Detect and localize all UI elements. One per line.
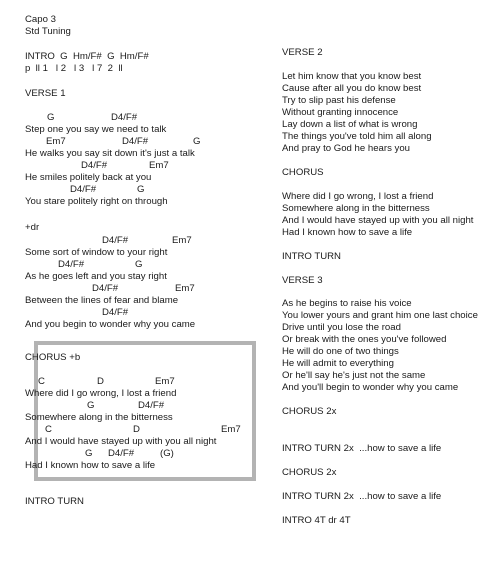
lyric-line: Between the lines of fear and blame — [25, 295, 179, 306]
chord: G — [193, 136, 201, 147]
chord: G — [87, 400, 95, 411]
chorus-2x-label-2: CHORUS 2x — [282, 467, 337, 478]
chord: D4/F# — [102, 235, 129, 246]
lyric-line: And pray to God he hears you — [282, 143, 410, 154]
lyric-line: He will admit to everything — [282, 358, 394, 369]
lyric-line: Had I known how to save a life — [25, 460, 156, 471]
lyric-line: Where did I go wrong, I lost a friend — [25, 388, 177, 399]
intro-turn-2x-label: INTRO TURN 2x ...how to save a life — [282, 443, 442, 454]
chord: Em7 — [172, 235, 192, 246]
chord: G — [137, 184, 145, 195]
chorus-2x-label: CHORUS 2x — [282, 406, 337, 417]
intro-turn-2x-label-2: INTRO TURN 2x ...how to save a life — [282, 491, 442, 502]
lyric-line: Let him know that you know best — [282, 71, 422, 82]
tuning-text: Std Tuning — [25, 26, 71, 37]
lyric-line: Some sort of window to your right — [25, 247, 168, 258]
chord: D4/F# — [108, 448, 135, 459]
chord-line — [25, 184, 240, 196]
chorus-label: CHORUS — [282, 167, 324, 178]
chord: Em7 — [46, 136, 66, 147]
lyric-line: Had I known how to save a life — [282, 227, 413, 238]
chord: C — [38, 376, 45, 387]
lyric-line: And you begin to wonder why you came — [25, 319, 196, 330]
dr-title: +dr — [25, 222, 40, 233]
chord: D4/F# — [122, 136, 149, 147]
chord-line — [25, 112, 240, 124]
chord: (G) — [160, 448, 174, 459]
intro-turn-label: INTRO TURN — [282, 251, 341, 262]
chord: D4/F# — [58, 259, 85, 270]
chord: G — [135, 259, 143, 270]
lyric-line: Try to slip past his defense — [282, 95, 396, 106]
chord: D — [97, 376, 104, 387]
lyric-line: The things you've told him all along — [282, 131, 432, 142]
chord-line — [25, 160, 240, 172]
chorus-title: CHORUS +b — [25, 352, 81, 363]
chord: Em7 — [149, 160, 169, 171]
lyric-line: He smiles politely back at you — [25, 172, 152, 183]
verse1-title: VERSE 1 — [25, 88, 66, 99]
lyric-line: You stare politely right on through — [25, 196, 168, 207]
lyric-line: He walks you say sit down it's just a talk — [25, 148, 195, 159]
chord-line — [25, 235, 240, 247]
chord-line — [25, 376, 240, 388]
chord-line — [25, 400, 240, 412]
lyric-line: Step one you say we need to talk — [25, 124, 167, 135]
intro-title: INTRO G Hm/F# G Hm/F# — [25, 51, 149, 62]
chord: G — [47, 112, 55, 123]
chord: Em7 — [221, 424, 241, 435]
capo-text: Capo 3 — [25, 14, 56, 25]
intro-4t-label: INTRO 4T dr 4T — [282, 515, 351, 526]
lyric-line: You lower yours and grant him one last choice — [282, 310, 478, 321]
chord-line — [25, 424, 240, 436]
chord: Em7 — [175, 283, 195, 294]
chord: D4/F# — [111, 112, 138, 123]
chord-line — [25, 259, 240, 271]
lyric-line: Somewhere along in the bitterness — [282, 203, 430, 214]
lyric-line: Somewhere along in the bitterness — [25, 412, 173, 423]
lyric-line: He will do one of two things — [282, 346, 399, 357]
lyric-line: Where did I go wrong, I lost a friend — [282, 191, 434, 202]
intro-tab: p ll 1 l 2 l 3 l 7 2 ll — [25, 63, 123, 74]
chord-line — [25, 283, 240, 295]
chord: D4/F# — [92, 283, 119, 294]
chord-line — [25, 136, 240, 148]
lyric-line: And I would have stayed up with you all night — [282, 215, 474, 226]
chord-line — [25, 448, 240, 460]
verse2-title: VERSE 2 — [282, 47, 323, 58]
chord: D4/F# — [102, 307, 129, 318]
lyric-line: Or break with the ones you've followed — [282, 334, 447, 345]
verse3-title: VERSE 3 — [282, 275, 323, 286]
lyric-line: Without granting innocence — [282, 107, 399, 118]
chord: D4/F# — [70, 184, 97, 195]
chord: D — [133, 424, 140, 435]
chord: D4/F# — [81, 160, 108, 171]
lyric-line: Drive until you lose the road — [282, 322, 401, 333]
chord: C — [45, 424, 52, 435]
lyric-line: And you'll begin to wonder why you came — [282, 382, 459, 393]
lyric-line: As he goes left and you stay right — [25, 271, 167, 282]
lyric-line: Lay down a list of what is wrong — [282, 119, 418, 130]
lyric-line: And I would have stayed up with you all night — [25, 436, 217, 447]
lyric-line: Cause after all you do know best — [282, 83, 422, 94]
outro-text: INTRO TURN — [25, 496, 84, 507]
lyric-line: Or he'll say he's just not the same — [282, 370, 426, 381]
chord: Em7 — [155, 376, 175, 387]
lyric-line: As he begins to raise his voice — [282, 298, 412, 309]
chord: D4/F# — [138, 400, 165, 411]
chord-line — [25, 307, 240, 319]
chord: G — [85, 448, 93, 459]
